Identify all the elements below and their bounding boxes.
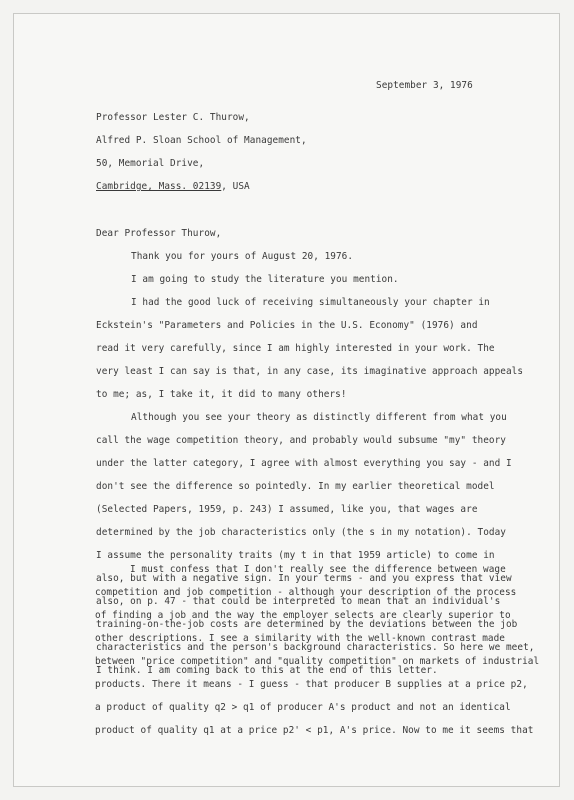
body-line: products. There it means - I guess - that producer B supplies at a price p2, — [95, 679, 528, 690]
body-line: Thank you for yours of August 20, 1976. — [131, 251, 354, 262]
body-line: also, but with a negative sign. In your terms - and you express that view — [96, 573, 512, 584]
body-line: I must confess that I don't really see the difference between wage — [130, 564, 506, 575]
recipient-street: 50, Memorial Drive, — [96, 158, 205, 169]
body-line: I assume the personality traits (my t in that 1959 article) to come in — [96, 550, 495, 561]
body-line: to me; as, I take it, it did to many others! — [96, 389, 347, 400]
body-line: also, on p. 47 - that could be interpreted to mean that an individual's — [96, 596, 501, 607]
salutation: Dear Professor Thurow, — [96, 228, 222, 239]
body-line: call the wage competition theory, and probably would subsume "my" theory — [96, 435, 506, 446]
body-line: training-on-the-job costs are determined by the deviations between the job — [96, 619, 518, 630]
body-line: product of quality q1 at a price p2' < p1, A's price. Now to me it seems that — [95, 725, 534, 736]
recipient-institution: Alfred P. Sloan School of Management, — [96, 135, 307, 146]
body-line: of finding a job and the way the employer selects are clearly superior to — [95, 610, 511, 621]
recipient-name: Professor Lester C. Thurow, — [96, 112, 250, 123]
letter-date: September 3, 1976 — [376, 80, 473, 91]
recipient-country: , USA — [221, 181, 250, 192]
body-line: Eckstein's "Parameters and Policies in the U.S. Economy" (1976) and — [96, 320, 478, 331]
body-line: between "price competition" and "quality competition" on markets of industrial — [95, 656, 540, 667]
recipient-city-line — [96, 181, 250, 193]
body-line: Although you see your theory as distinctly different from what you — [131, 412, 507, 423]
body-line: read it very carefully, since I am highly interested in your work. The — [96, 343, 495, 354]
body-line: characteristics and the person's background characteristics. So here we meet, — [96, 642, 535, 653]
body-line: don't see the difference so pointedly. In my earlier theoretical model — [96, 481, 495, 492]
body-line: I had the good luck of receiving simultaneously your chapter in — [131, 297, 490, 308]
letter-page — [13, 13, 560, 787]
body-line: competition and job competition - although your description of the process — [95, 587, 517, 598]
body-line: I am going to study the literature you mention. — [131, 274, 399, 285]
body-line: other descriptions. I see a similarity with the well-known contrast made — [95, 633, 505, 644]
body-line: very least I can say is that, in any case, its imaginative approach appeals — [96, 366, 524, 377]
body-line: under the latter category, I agree with almost everything you say - and I — [96, 458, 512, 469]
body-line: (Selected Papers, 1959, p. 243) I assumed, like you, that wages are — [96, 504, 478, 515]
body-line: I think. I am coming back to this at the end of this letter. — [96, 665, 438, 676]
recipient-city: Cambridge, Mass. 02139 — [96, 181, 222, 192]
body-line: a product of quality q2 > q1 of producer A's product and not an identical — [95, 702, 511, 713]
body-line: determined by the job characteristics only (the s in my notation). Today — [96, 527, 506, 538]
